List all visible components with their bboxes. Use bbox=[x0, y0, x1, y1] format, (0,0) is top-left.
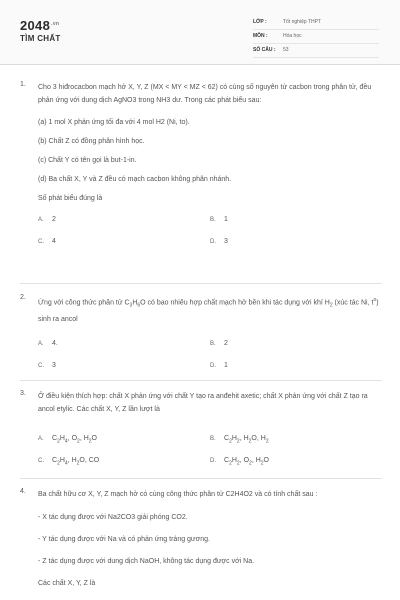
option-value: $C_2H_4$, $O_2$, $H_2O$ bbox=[52, 435, 97, 445]
option-a[interactable] bbox=[38, 340, 58, 347]
statement: (a) 1 mol X phản ứng tối đa với 4 mol H2 (Ni, to). bbox=[38, 119, 190, 126]
meta-row-subject bbox=[253, 30, 379, 44]
option-key: C. bbox=[38, 362, 44, 369]
question-prompt: Số phát biểu đúng là bbox=[38, 195, 103, 202]
page-title: TÌM CHẤT bbox=[20, 34, 61, 43]
option-key: D. bbox=[210, 458, 216, 464]
logo-text: 2048 bbox=[20, 18, 51, 33]
option-value: 2 bbox=[224, 339, 228, 347]
option-d[interactable] bbox=[210, 454, 269, 470]
option-c[interactable] bbox=[38, 362, 56, 369]
question-text: Ứng với công thức phân tử $C_3H_6O$ có bao nhiêu hợp chất mạch hở bền khi tác dụng với khí $H_2$ (xúc tác Ni, $t^o$) sinh ra ancol bbox=[38, 297, 379, 323]
meta-value: 53 bbox=[283, 47, 289, 53]
question-2 bbox=[20, 294, 382, 374]
option-key: A. bbox=[38, 340, 44, 347]
option-key: D. bbox=[210, 362, 216, 369]
option-value: $C_2H_2$, $H_2O$, $H_2$ bbox=[224, 435, 269, 445]
option-key: D. bbox=[210, 239, 216, 245]
question-number: 1. bbox=[20, 81, 26, 88]
option-c[interactable] bbox=[38, 238, 56, 245]
meta-info bbox=[253, 16, 379, 58]
statement: - Z tác dụng được với dung dịch NaOH, không tác dụng được với Na. bbox=[38, 558, 255, 565]
page-header bbox=[0, 0, 400, 65]
question-text: Cho 3 hiđrocacbon mạch hở X, Y, Z (MX < MY < MZ < 62) có cùng số nguyên tử cacbon trong phân tử, đều phản ứng với dung dịch AgNO3 trong NH3 dư. Trong các phát biểu sau: bbox=[38, 84, 372, 104]
option-key: B. bbox=[210, 340, 216, 347]
answer-options bbox=[38, 326, 382, 374]
option-c[interactable] bbox=[38, 454, 99, 470]
option-value: 1 bbox=[224, 216, 228, 223]
option-a[interactable] bbox=[38, 216, 56, 223]
option-key: A. bbox=[38, 217, 44, 223]
option-b[interactable] bbox=[210, 432, 269, 448]
option-key: C. bbox=[38, 239, 44, 245]
meta-key: SỐ CÂU : bbox=[253, 47, 276, 53]
meta-value: Hóa học bbox=[283, 33, 302, 39]
question-1 bbox=[20, 81, 382, 256]
meta-key: LỚP : bbox=[253, 19, 267, 25]
question-number: 2. bbox=[20, 294, 26, 301]
question-4 bbox=[20, 488, 382, 595]
option-value: 4. bbox=[52, 339, 58, 347]
meta-key: MÔN : bbox=[253, 33, 268, 39]
question-3 bbox=[20, 390, 382, 467]
option-a[interactable] bbox=[38, 432, 97, 448]
option-key: B. bbox=[210, 217, 216, 223]
statement: (c) Chất Y có tên gọi là but-1-in. bbox=[38, 157, 137, 164]
option-key: A. bbox=[38, 436, 44, 442]
option-d[interactable] bbox=[210, 362, 228, 369]
meta-value: Tốt nghiệp THPT bbox=[283, 19, 321, 25]
option-value: 3 bbox=[224, 238, 228, 245]
question-number: 3. bbox=[20, 390, 26, 397]
option-value: $C_2H_4$, $H_2O$, CO bbox=[52, 457, 100, 467]
option-value: 3 bbox=[52, 361, 56, 369]
answer-options bbox=[38, 208, 382, 256]
option-value: $C_2H_2$, $O_2$, $H_2O$ bbox=[224, 457, 269, 467]
question-text: Ba chất hữu cơ X, Y, Z mạch hở có cùng công thức phân tử C2H4O2 và có tính chất sau : bbox=[38, 491, 318, 498]
option-b[interactable] bbox=[210, 340, 228, 347]
meta-row-class bbox=[253, 16, 379, 30]
option-value: 4 bbox=[52, 238, 56, 245]
option-key: C. bbox=[38, 458, 44, 464]
option-value: 2 bbox=[52, 216, 56, 223]
statement: - X tác dụng được với Na2CO3 giải phóng CO2. bbox=[38, 514, 188, 521]
divider bbox=[20, 380, 382, 381]
option-value: 1 bbox=[224, 361, 228, 369]
option-key: B. bbox=[210, 436, 216, 442]
meta-row-count bbox=[253, 44, 379, 58]
divider bbox=[20, 478, 382, 479]
question-text: Ở điều kiện thích hợp: chất X phản ứng với chất Y tạo ra anđehit axetic; chất X phản ứng với chất Z tạo ra ancol etylic. Các chất X, Y, Z lần lượt là bbox=[38, 393, 368, 413]
statement: (b) Chất Z có đồng phân hình học. bbox=[38, 138, 145, 145]
question-number: 4. bbox=[20, 488, 26, 495]
logo-suffix: .vn bbox=[51, 21, 60, 28]
site-logo[interactable] bbox=[20, 18, 59, 33]
option-b[interactable] bbox=[210, 216, 228, 223]
statement: (d) Ba chất X, Y và Z đều có mạch cacbon không phân nhánh. bbox=[38, 176, 232, 183]
statement: - Y tác dụng được với Na và có phản ứng tráng gương. bbox=[38, 536, 210, 543]
answer-options bbox=[38, 416, 382, 467]
question-prompt: Các chất X, Y, Z là bbox=[38, 580, 96, 587]
divider bbox=[20, 283, 382, 284]
option-d[interactable] bbox=[210, 238, 228, 245]
